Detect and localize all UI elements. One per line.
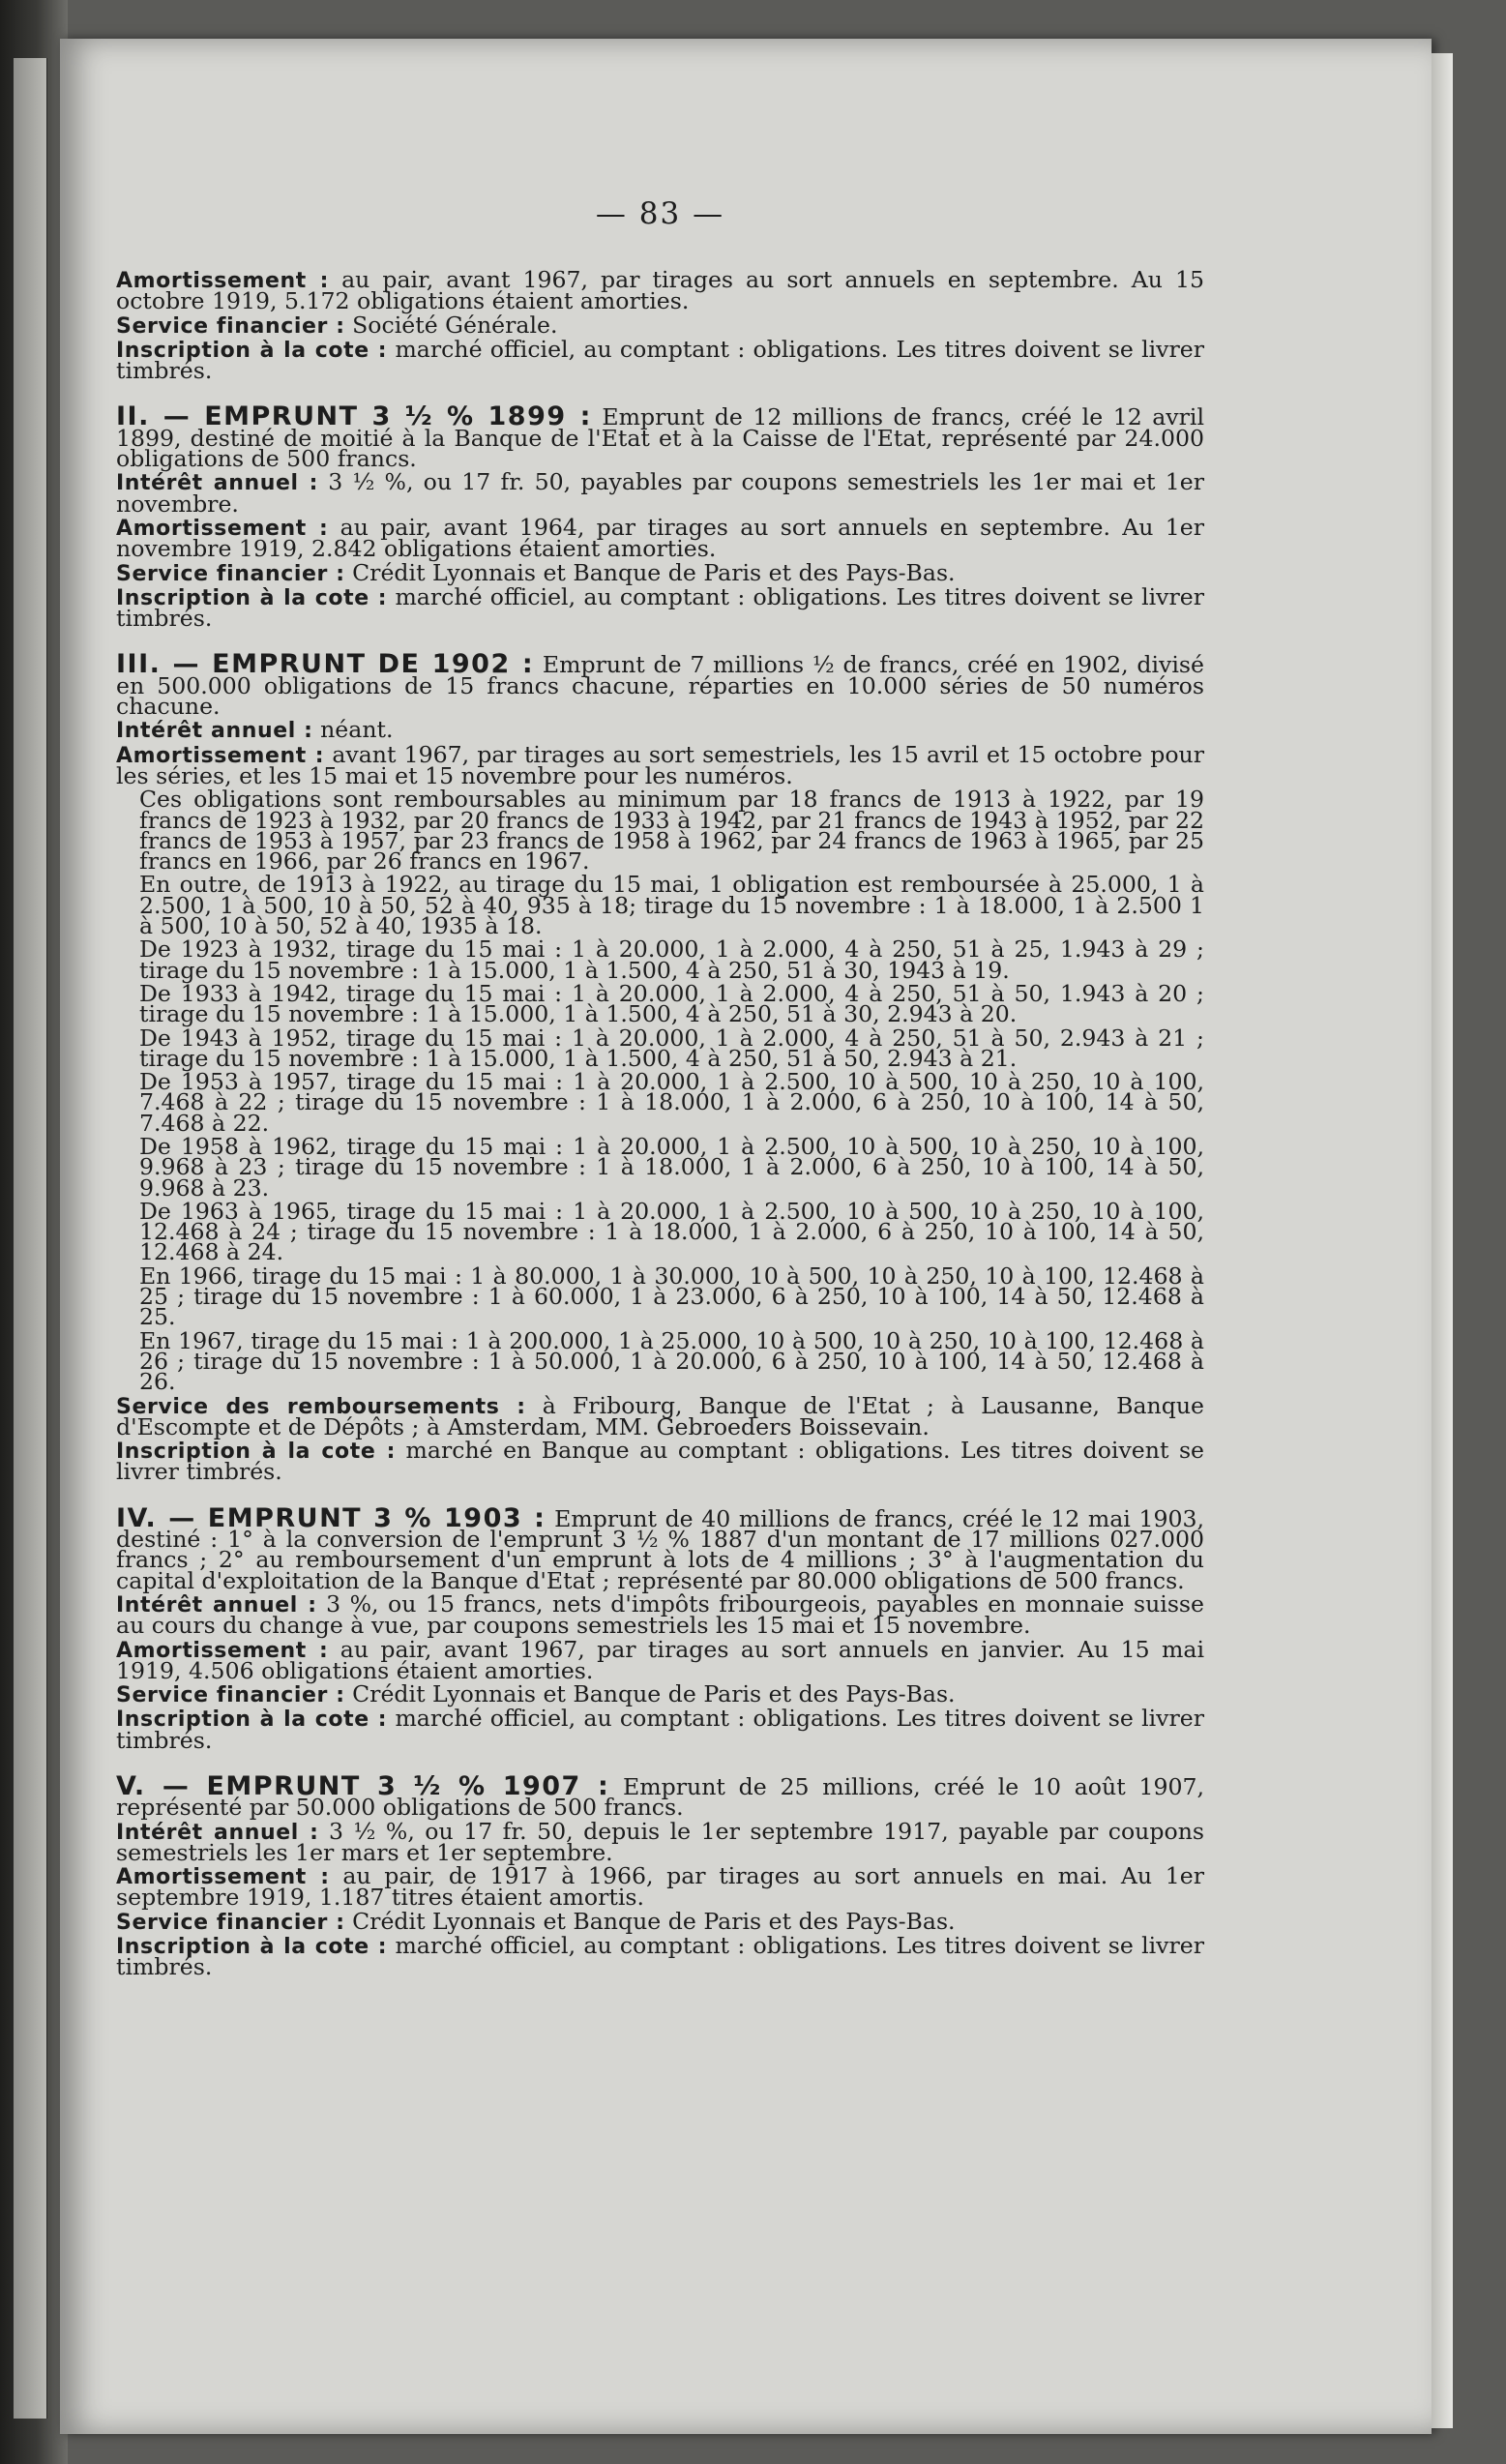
paragraph	[116, 513, 1205, 563]
paragraph	[116, 1680, 1204, 1708]
section-5	[116, 1771, 1205, 1981]
section-3	[116, 649, 1205, 1486]
loan-title: V. — EMPRUNT 3 ½ % 1907 :	[116, 1771, 610, 1801]
section-1	[116, 266, 1205, 385]
paragraph-text: à Fribourg, Banque de l'Etat ; à Lausanne, Banque d'Escompte et de Dépôts ; à Amsterdam, MM. Gebroeders Boissevain.	[116, 1391, 1204, 1440]
page-number: — 83 —	[595, 196, 725, 231]
paragraph-text: au pair, de 1917 à 1966, par tirages au sort annuels en mai. Au 1er septembre 1919, 1.187 titres étaient amortis.	[116, 1862, 1205, 1912]
paragraph	[116, 1589, 1204, 1640]
paragraph-text: De 1933 à 1942, tirage du 15 mai : 1 à 20.000, 1 à 2.000, 4 à 250, 51 à 50, 1.943 à 20 ; tirage du 15 novembre : 1 à 15.000, 1 à 1.500, 4 à 250, 51 à 30, 2.943 à 20.	[139, 979, 1204, 1028]
paragraph	[116, 1024, 1204, 1072]
paragraph-text: au pair, avant 1967, par tirages au sort annuels en janvier. Au 15 mai 1919, 4.506 obligations étaient amorties.	[116, 1635, 1204, 1684]
paragraph-text: Emprunt de 40 millions de francs, créé le 12 mai 1903, destiné : 1° à la conversion de l'emprunt 3 ½ % 1887 d'un montant de 17 millions 027.000 francs ; 2° au remboursement d'un emprunt à lots de 4 millions ; 3° à l'augmentation du capital d'exploitation de la Banque d'Etat ; représenté par 80.000 obligations de 500 francs.	[116, 1504, 1204, 1594]
field-label: Service financier :	[116, 561, 345, 586]
paragraph	[116, 1391, 1204, 1440]
paragraph-text: marché officiel, au comptant : obligations. Les titres doivent se livrer timbrés.	[116, 1932, 1205, 1981]
paragraph	[116, 1705, 1205, 1754]
paragraph-text: marché officiel, au comptant : obligations. Les titres doivent se livrer timbrés.	[116, 582, 1205, 633]
paragraph-text: avant 1967, par tirages au sort semestriels, les 15 avril et 15 octobre pour les séries, et les 15 mai et 15 novembre pour les numéros.	[116, 740, 1205, 789]
paragraph	[116, 1907, 1204, 1935]
paragraph	[116, 1262, 1204, 1331]
field-label: Service financier :	[116, 1683, 345, 1708]
field-label: Inscription à la cote :	[116, 1440, 397, 1465]
section-heading-paragraph	[116, 401, 1205, 473]
paragraph-text: marché en Banque au comptant : obligations. Les titres doivent se livrer timbrés.	[116, 1437, 1205, 1486]
field-label: Intérêt annuel :	[116, 471, 319, 496]
loan-title: IV. — EMPRUNT 3 % 1903 :	[116, 1502, 546, 1533]
paragraph	[116, 1197, 1204, 1266]
paragraph-text: Crédit Lyonnais et Banque de Paris et des Pays-Bas.	[344, 558, 956, 586]
paragraph	[116, 335, 1205, 385]
paragraph-text: marché officiel, au comptant : obligations. Les titres doivent se livrer timbrés.	[116, 335, 1205, 385]
field-label: Amortissement :	[116, 1865, 330, 1890]
paragraph	[116, 716, 1204, 744]
sections-container	[116, 266, 1205, 1981]
paragraph	[116, 1326, 1204, 1396]
field-label: Amortissement :	[116, 743, 325, 768]
paragraph-text: au pair, avant 1967, par tirages au sort annuels en septembre. Au 15 octobre 1919, 5.172 obligations étaient amorties.	[116, 266, 1204, 315]
paragraph-text: De 1943 à 1952, tirage du 15 mai : 1 à 20.000, 1 à 2.000, 4 à 250, 51 à 50, 2.943 à 21 ; tirage du 15 novembre : 1 à 15.000, 1 à 1.500, 4 à 250, 51 à 50, 2.943 à 21.	[139, 1024, 1204, 1072]
paragraph	[116, 468, 1204, 518]
loan-title: III. — EMPRUNT DE 1902 :	[116, 649, 535, 680]
paragraph-text: 3 %, ou 15 francs, nets d'impôts fribourgeois, payables en monnaie suisse au cours du change à vue, par coupons semestriels les 15 mai et 15 novembre.	[116, 1589, 1204, 1640]
field-label: Service financier :	[116, 313, 345, 339]
paragraph	[116, 582, 1205, 633]
paragraph	[116, 1635, 1204, 1684]
paragraph-text: 3 ½ %, ou 17 fr. 50, depuis le 1er septembre 1917, payable par coupons semestriels les 1er mars et 1er septembre.	[116, 1817, 1204, 1866]
paragraph	[116, 1932, 1205, 1981]
paragraph-text: Crédit Lyonnais et Banque de Paris et des Pays-Bas.	[344, 1907, 956, 1935]
paragraph	[116, 1132, 1204, 1202]
paragraph-text: Emprunt de 7 millions ½ de francs, créé en 1902, divisé en 500.000 obligations de 15 francs chacune, réparties en 10.000 séries de 50 numéros chacune.	[116, 651, 1205, 721]
paragraph	[116, 786, 1204, 876]
paragraph	[116, 935, 1204, 984]
paragraph	[116, 1862, 1205, 1912]
page-stack-edge	[1432, 53, 1453, 2428]
section-2	[116, 401, 1205, 633]
paragraph-text: Société Générale.	[344, 311, 558, 339]
page-content	[116, 196, 1205, 1981]
section-heading-paragraph	[116, 1771, 1204, 1822]
field-label: Amortissement :	[116, 1638, 329, 1663]
paragraph	[116, 740, 1205, 789]
paragraph-text: Emprunt de 25 millions, créé le 10 août 1907, représenté par 50.000 obligations de 500 francs.	[116, 1773, 1204, 1822]
paragraph	[116, 266, 1204, 315]
paragraph-text: néant.	[312, 716, 394, 744]
field-label: Service des remboursements :	[116, 1394, 526, 1419]
paragraph	[116, 311, 1204, 339]
field-label: Intérêt annuel :	[116, 1592, 317, 1618]
paragraph-text: De 1963 à 1965, tirage du 15 mai : 1 à 20.000, 1 à 2.500, 10 à 500, 10 à 250, 10 à 100, 12.468 à 24 ; tirage du 15 novembre : 1 à 18.000, 1 à 2.000, 6 à 250, 10 à 100, 14 à 50, 12.468 à 24.	[139, 1197, 1204, 1266]
paragraph-text: 3 ½ %, ou 17 fr. 50, payables par coupons semestriels les 1er mai et 1er novembre.	[116, 468, 1204, 518]
section-4	[116, 1502, 1205, 1754]
field-label: Intérêt annuel :	[116, 1820, 319, 1845]
section-heading-paragraph	[116, 1502, 1204, 1594]
paragraph-text: De 1958 à 1962, tirage du 15 mai : 1 à 20.000, 1 à 2.500, 10 à 500, 10 à 250, 10 à 100, 9.968 à 23 ; tirage du 15 novembre : 1 à 18.000, 1 à 2.000, 6 à 250, 10 à 100, 14 à 50, 9.968 à 23.	[139, 1132, 1204, 1202]
paragraph	[116, 979, 1204, 1028]
paragraph	[116, 871, 1204, 940]
paragraph-text: Crédit Lyonnais et Banque de Paris et des Pays-Bas.	[344, 1680, 956, 1708]
field-label: Amortissement :	[116, 516, 329, 541]
paragraph-text: Emprunt de 12 millions de francs, créé le 12 avril 1899, destiné de moitié à la Banque de l'Etat et à la Caisse de l'Etat, représenté par 24.000 obligations de 500 francs.	[116, 403, 1205, 473]
loan-title: II. — EMPRUNT 3 ½ % 1899 :	[116, 401, 592, 432]
field-label: Intérêt annuel :	[116, 719, 313, 744]
paragraph-text: De 1923 à 1932, tirage du 15 mai : 1 à 20.000, 1 à 2.000, 4 à 250, 51 à 25, 1.943 à 29 ; tirage du 15 novembre : 1 à 15.000, 1 à 1.500, 4 à 250, 51 à 30, 1943 à 19.	[139, 935, 1204, 984]
paragraph	[116, 1068, 1204, 1137]
field-label: Amortissement :	[116, 269, 330, 293]
previous-page-edge	[14, 58, 47, 2419]
paragraph	[116, 558, 1204, 586]
field-label: Inscription à la cote :	[116, 1707, 388, 1733]
section-heading-paragraph	[116, 649, 1205, 721]
paragraph-text: En 1966, tirage du 15 mai : 1 à 80.000, 1 à 30.000, 10 à 500, 10 à 250, 10 à 100, 12.468 à 25 ; tirage du 15 novembre : 1 à 60.000, 1 à 23.000, 6 à 250, 10 à 100, 14 à 50, 12.468 à 25.	[139, 1262, 1204, 1331]
field-label: Inscription à la cote :	[116, 585, 388, 610]
field-label: Service financier :	[116, 1910, 345, 1935]
paragraph	[116, 1437, 1205, 1486]
field-label: Inscription à la cote :	[116, 338, 388, 363]
paragraph	[116, 1817, 1204, 1866]
paragraph-text: marché officiel, au comptant : obligations. Les titres doivent se livrer timbrés.	[116, 1705, 1205, 1754]
paragraph-text: De 1953 à 1957, tirage du 15 mai : 1 à 20.000, 1 à 2.500, 10 à 500, 10 à 250, 10 à 100, 7.468 à 22 ; tirage du 15 novembre : 1 à 18.000, 1 à 2.000, 6 à 250, 10 à 100, 14 à 50, 7.468 à 22.	[139, 1068, 1204, 1137]
paragraph-text: En 1967, tirage du 15 mai : 1 à 200.000, 1 à 25.000, 10 à 500, 10 à 250, 10 à 100, 12.468 à 26 ; tirage du 15 novembre : 1 à 50.000, 1 à 20.000, 6 à 250, 10 à 100, 14 à 50, 12.468 à 26.	[139, 1326, 1204, 1396]
paragraph-text: En outre, de 1913 à 1922, au tirage du 15 mai, 1 obligation est remboursée à 25.000, 1 à 2.500, 1 à 500, 10 à 50, 52 à 40, 935 à 18; tirage du 15 novembre : 1 à 18.000, 1 à 2.500 1 à 500, 10 à 50, 52 à 40, 1935 à 18.	[139, 871, 1204, 940]
field-label: Inscription à la cote :	[116, 1935, 388, 1960]
paragraph-text: Ces obligations sont remboursables au minimum par 18 francs de 1913 à 1922, par 19 francs de 1923 à 1932, par 20 francs de 1933 à 1942, par 21 francs de 1943 à 1952, par 22 francs de 1953 à 1957, par 23 francs de 1958 à 1962, par 24 francs de 1963 à 1965, par 25 francs en 1966, par 26 francs en 1967.	[139, 786, 1204, 876]
paragraph-text: au pair, avant 1964, par tirages au sort annuels en septembre. Au 1er novembre 1919, 2.842 obligations étaient amorties.	[116, 513, 1205, 563]
